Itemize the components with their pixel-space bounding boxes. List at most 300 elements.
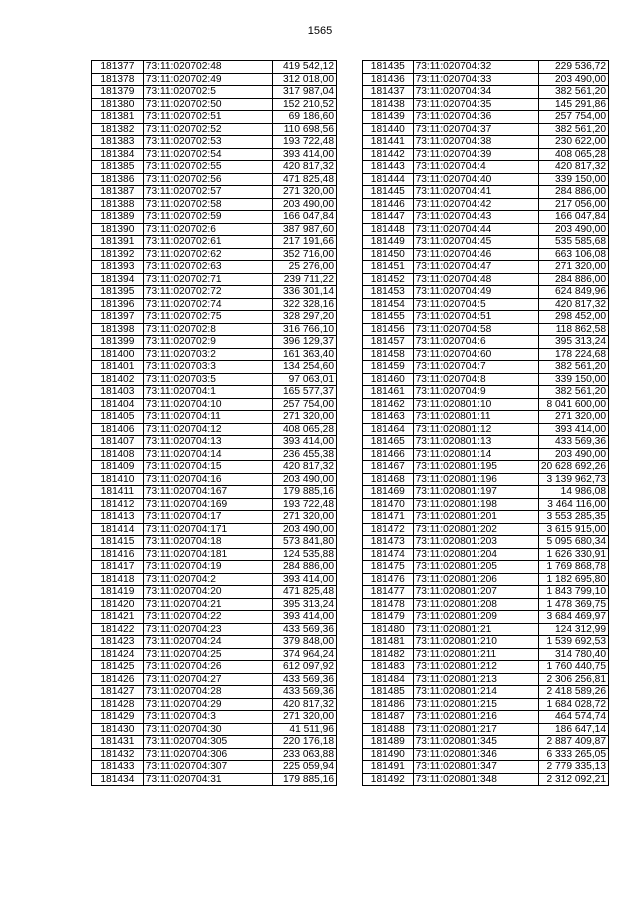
cadastral-value-cell: 433 569,36 — [273, 686, 337, 699]
cadastral-number-cell: 73:11:020801:11 — [413, 411, 538, 424]
cadastral-value-cell: 284 886,00 — [538, 186, 608, 199]
row-number-cell: 181463 — [363, 411, 414, 424]
cadastral-value-cell: 420 817,32 — [538, 161, 608, 174]
cadastral-value-cell: 271 320,00 — [538, 411, 608, 424]
cadastral-number-cell: 73:11:020801:204 — [413, 548, 538, 561]
row-number-cell: 181440 — [363, 123, 414, 136]
cadastral-number-cell: 73:11:020702:75 — [143, 311, 272, 324]
row-number-cell: 181445 — [363, 186, 414, 199]
cadastral-number-cell: 73:11:020704:30 — [143, 723, 272, 736]
table-row — [363, 598, 609, 611]
table-row — [92, 711, 337, 724]
cadastral-number-cell: 73:11:020704:171 — [143, 523, 272, 536]
cadastral-number-cell: 73:11:020801:348 — [413, 773, 538, 786]
cadastral-value-cell: 110 698,56 — [273, 123, 337, 136]
row-number-cell: 181438 — [363, 98, 414, 111]
cadastral-value-cell: 69 186,60 — [273, 111, 337, 124]
cadastral-number-cell: 73:11:020704:37 — [413, 123, 538, 136]
row-number-cell: 181478 — [363, 598, 414, 611]
table-row — [92, 273, 337, 286]
cadastral-value-cell: 152 210,52 — [273, 98, 337, 111]
cadastral-value-cell: 379 848,00 — [273, 636, 337, 649]
row-number-cell: 181473 — [363, 536, 414, 549]
table-row — [363, 523, 609, 536]
row-number-cell: 181488 — [363, 723, 414, 736]
cadastral-number-cell: 73:11:020704:181 — [143, 548, 272, 561]
cadastral-value-cell: 464 574,74 — [538, 711, 608, 724]
row-number-cell: 181457 — [363, 336, 414, 349]
table-row — [363, 286, 609, 299]
cadastral-number-cell: 73:11:020801:202 — [413, 523, 538, 536]
row-number-cell: 181426 — [92, 673, 144, 686]
cadastral-value-cell: 230 622,00 — [538, 136, 608, 149]
register-table-right-body — [363, 61, 609, 786]
row-number-cell: 181384 — [92, 148, 144, 161]
cadastral-number-cell: 73:11:020704:169 — [143, 498, 272, 511]
cadastral-number-cell: 73:11:020702:52 — [143, 123, 272, 136]
table-row — [363, 423, 609, 436]
cadastral-value-cell: 1 182 695,80 — [538, 573, 608, 586]
cadastral-value-cell: 3 684 469,97 — [538, 611, 608, 624]
cadastral-value-cell: 193 722,48 — [273, 498, 337, 511]
cadastral-number-cell: 73:11:020801:207 — [413, 586, 538, 599]
row-number-cell: 181487 — [363, 711, 414, 724]
table-row — [92, 373, 337, 386]
row-number-cell: 181455 — [363, 311, 414, 324]
row-number-cell: 181453 — [363, 286, 414, 299]
table-row — [92, 561, 337, 574]
cadastral-value-cell: 1 478 369,75 — [538, 598, 608, 611]
cadastral-value-cell: 3 615 915,00 — [538, 523, 608, 536]
cadastral-number-cell: 73:11:020704:28 — [143, 686, 272, 699]
cadastral-value-cell: 433 569,36 — [273, 623, 337, 636]
cadastral-number-cell: 73:11:020704:32 — [413, 61, 538, 74]
cadastral-value-cell: 1 684 028,72 — [538, 698, 608, 711]
table-row — [363, 486, 609, 499]
cadastral-number-cell: 73:11:020704:41 — [413, 186, 538, 199]
cadastral-value-cell: 471 825,48 — [273, 586, 337, 599]
row-number-cell: 181467 — [363, 461, 414, 474]
cadastral-value-cell: 396 129,37 — [273, 336, 337, 349]
page-number: 1565 — [307, 25, 333, 37]
table-row — [363, 648, 609, 661]
cadastral-number-cell: 73:11:020704:48 — [413, 273, 538, 286]
cadastral-number-cell: 73:11:020801:213 — [413, 673, 538, 686]
row-number-cell: 181465 — [363, 436, 414, 449]
cadastral-value-cell: 203 490,00 — [273, 523, 337, 536]
cadastral-number-cell: 73:11:020704:46 — [413, 248, 538, 261]
row-number-cell: 181420 — [92, 598, 144, 611]
cadastral-value-cell: 203 490,00 — [538, 448, 608, 461]
row-number-cell: 181399 — [92, 336, 144, 349]
register-table-left-body — [92, 61, 337, 786]
cadastral-number-cell: 73:11:020704:2 — [143, 573, 272, 586]
cadastral-value-cell: 1 539 692,53 — [538, 636, 608, 649]
cadastral-value-cell: 165 577,37 — [273, 386, 337, 399]
table-row — [92, 623, 337, 636]
cadastral-value-cell: 352 716,00 — [273, 248, 337, 261]
table-row — [92, 236, 337, 249]
cadastral-value-cell: 408 065,28 — [273, 423, 337, 436]
row-number-cell: 181481 — [363, 636, 414, 649]
row-number-cell: 181421 — [92, 611, 144, 624]
cadastral-number-cell: 73:11:020801:217 — [413, 723, 538, 736]
row-number-cell: 181451 — [363, 261, 414, 274]
cadastral-value-cell: 420 817,32 — [538, 298, 608, 311]
table-row — [92, 173, 337, 186]
row-number-cell: 181483 — [363, 661, 414, 674]
cadastral-value-cell: 433 569,36 — [538, 436, 608, 449]
cadastral-value-cell: 118 862,58 — [538, 323, 608, 336]
row-number-cell: 181391 — [92, 236, 144, 249]
row-number-cell: 181475 — [363, 561, 414, 574]
cadastral-number-cell: 73:11:020704:25 — [143, 648, 272, 661]
cadastral-value-cell: 2 887 409,87 — [538, 736, 608, 749]
cadastral-number-cell: 73:11:020702:5 — [143, 86, 272, 99]
cadastral-number-cell: 73:11:020702:74 — [143, 298, 272, 311]
cadastral-value-cell: 166 047,84 — [538, 211, 608, 224]
row-number-cell: 181427 — [92, 686, 144, 699]
cadastral-value-cell: 284 886,00 — [538, 273, 608, 286]
cadastral-number-cell: 73:11:020704:36 — [413, 111, 538, 124]
cadastral-value-cell: 316 766,10 — [273, 323, 337, 336]
cadastral-value-cell: 420 817,32 — [273, 461, 337, 474]
table-row — [92, 148, 337, 161]
table-row — [92, 111, 337, 124]
cadastral-value-cell: 382 561,20 — [538, 123, 608, 136]
row-number-cell: 181417 — [92, 561, 144, 574]
cadastral-value-cell: 2 306 256,81 — [538, 673, 608, 686]
cadastral-value-cell: 2 779 335,13 — [538, 761, 608, 774]
cadastral-number-cell: 73:11:020801:215 — [413, 698, 538, 711]
row-number-cell: 181381 — [92, 111, 144, 124]
table-row — [363, 748, 609, 761]
cadastral-value-cell: 382 561,20 — [538, 86, 608, 99]
table-row — [363, 86, 609, 99]
table-row — [363, 461, 609, 474]
cadastral-value-cell: 612 097,92 — [273, 661, 337, 674]
cadastral-value-cell: 374 964,24 — [273, 648, 337, 661]
row-number-cell: 181416 — [92, 548, 144, 561]
table-row — [92, 748, 337, 761]
row-number-cell: 181442 — [363, 148, 414, 161]
cadastral-number-cell: 73:11:020704:51 — [413, 311, 538, 324]
table-row — [92, 573, 337, 586]
table-row — [363, 573, 609, 586]
row-number-cell: 181390 — [92, 223, 144, 236]
row-number-cell: 181424 — [92, 648, 144, 661]
cadastral-number-cell: 73:11:020702:6 — [143, 223, 272, 236]
cadastral-number-cell: 73:11:020801:346 — [413, 748, 538, 761]
row-number-cell: 181452 — [363, 273, 414, 286]
row-number-cell: 181405 — [92, 411, 144, 424]
cadastral-value-cell: 166 047,84 — [273, 211, 337, 224]
row-number-cell: 181449 — [363, 236, 414, 249]
table-row — [92, 436, 337, 449]
cadastral-number-cell: 73:11:020801:347 — [413, 761, 538, 774]
cadastral-value-cell: 433 569,36 — [273, 673, 337, 686]
row-number-cell: 181470 — [363, 498, 414, 511]
table-row — [92, 123, 337, 136]
table-row — [92, 211, 337, 224]
table-row — [92, 536, 337, 549]
cadastral-number-cell: 73:11:020801:21 — [413, 623, 538, 636]
cadastral-number-cell: 73:11:020702:54 — [143, 148, 272, 161]
table-row — [92, 698, 337, 711]
row-number-cell: 181413 — [92, 511, 144, 524]
row-number-cell: 181422 — [92, 623, 144, 636]
cadastral-number-cell: 73:11:020703:2 — [143, 348, 272, 361]
cadastral-value-cell: 1 626 330,91 — [538, 548, 608, 561]
cadastral-number-cell: 73:11:020704:21 — [143, 598, 272, 611]
table-row — [363, 498, 609, 511]
table-row — [92, 448, 337, 461]
cadastral-value-cell: 145 291,86 — [538, 98, 608, 111]
cadastral-number-cell: 73:11:020704:24 — [143, 636, 272, 649]
cadastral-value-cell: 41 511,96 — [273, 723, 337, 736]
row-number-cell: 181407 — [92, 436, 144, 449]
row-number-cell: 181464 — [363, 423, 414, 436]
cadastral-number-cell: 73:11:020704:16 — [143, 473, 272, 486]
cadastral-value-cell: 193 722,48 — [273, 136, 337, 149]
table-row — [363, 298, 609, 311]
table-row — [92, 723, 337, 736]
cadastral-number-cell: 73:11:020704:17 — [143, 511, 272, 524]
cadastral-number-cell: 73:11:020702:61 — [143, 236, 272, 249]
cadastral-number-cell: 73:11:020704:31 — [143, 773, 272, 786]
table-row — [363, 148, 609, 161]
cadastral-value-cell: 336 301,14 — [273, 286, 337, 299]
cadastral-number-cell: 73:11:020704:23 — [143, 623, 272, 636]
cadastral-value-cell: 328 297,20 — [273, 311, 337, 324]
table-row — [363, 436, 609, 449]
cadastral-number-cell: 73:11:020801:203 — [413, 536, 538, 549]
cadastral-number-cell: 73:11:020704:9 — [413, 386, 538, 399]
table-row — [363, 161, 609, 174]
table-row — [92, 136, 337, 149]
table-row — [92, 361, 337, 374]
row-number-cell: 181476 — [363, 573, 414, 586]
cadastral-value-cell: 179 885,16 — [273, 773, 337, 786]
row-number-cell: 181450 — [363, 248, 414, 261]
table-row — [363, 323, 609, 336]
row-number-cell: 181380 — [92, 98, 144, 111]
cadastral-number-cell: 73:11:020801:212 — [413, 661, 538, 674]
table-row — [92, 661, 337, 674]
table-row — [92, 473, 337, 486]
cadastral-value-cell: 178 224,68 — [538, 348, 608, 361]
cadastral-value-cell: 339 150,00 — [538, 373, 608, 386]
cadastral-number-cell: 73:11:020704:20 — [143, 586, 272, 599]
row-number-cell: 181434 — [92, 773, 144, 786]
cadastral-value-cell: 203 490,00 — [538, 73, 608, 86]
table-row — [363, 261, 609, 274]
cadastral-number-cell: 73:11:020801:14 — [413, 448, 538, 461]
row-number-cell: 181431 — [92, 736, 144, 749]
cadastral-number-cell: 73:11:020704:35 — [413, 98, 538, 111]
cadastral-number-cell: 73:11:020704:1 — [143, 386, 272, 399]
cadastral-number-cell: 73:11:020702:50 — [143, 98, 272, 111]
row-number-cell: 181388 — [92, 198, 144, 211]
cadastral-value-cell: 393 414,00 — [273, 573, 337, 586]
table-row — [363, 548, 609, 561]
table-row — [92, 423, 337, 436]
cadastral-value-cell: 233 063,88 — [273, 748, 337, 761]
cadastral-value-cell: 229 536,72 — [538, 61, 608, 74]
row-number-cell: 181418 — [92, 573, 144, 586]
row-number-cell: 181385 — [92, 161, 144, 174]
row-number-cell: 181474 — [363, 548, 414, 561]
cadastral-number-cell: 73:11:020801:211 — [413, 648, 538, 661]
row-number-cell: 181406 — [92, 423, 144, 436]
cadastral-value-cell: 395 313,24 — [538, 336, 608, 349]
table-row — [92, 411, 337, 424]
cadastral-value-cell: 408 065,28 — [538, 148, 608, 161]
row-number-cell: 181461 — [363, 386, 414, 399]
cadastral-value-cell: 3 464 116,00 — [538, 498, 608, 511]
cadastral-value-cell: 217 056,00 — [538, 198, 608, 211]
cadastral-value-cell: 186 647,14 — [538, 723, 608, 736]
table-row — [363, 561, 609, 574]
row-number-cell: 181459 — [363, 361, 414, 374]
table-row — [363, 61, 609, 74]
table-row — [363, 611, 609, 624]
cadastral-number-cell: 73:11:020801:10 — [413, 398, 538, 411]
cadastral-number-cell: 73:11:020704:3 — [143, 711, 272, 724]
cadastral-number-cell: 73:11:020801:209 — [413, 611, 538, 624]
cadastral-number-cell: 73:11:020702:63 — [143, 261, 272, 274]
cadastral-number-cell: 73:11:020801:206 — [413, 573, 538, 586]
table-row — [363, 236, 609, 249]
table-row — [363, 73, 609, 86]
cadastral-number-cell: 73:11:020704:49 — [413, 286, 538, 299]
cadastral-number-cell: 73:11:020704:6 — [413, 336, 538, 349]
cadastral-number-cell: 73:11:020704:38 — [413, 136, 538, 149]
cadastral-number-cell: 73:11:020703:5 — [143, 373, 272, 386]
table-row — [363, 98, 609, 111]
cadastral-value-cell: 14 986,08 — [538, 486, 608, 499]
table-row — [363, 198, 609, 211]
cadastral-value-cell: 2 418 589,26 — [538, 686, 608, 699]
register-table-right — [362, 60, 609, 786]
table-row — [92, 223, 337, 236]
cadastral-value-cell: 134 254,60 — [273, 361, 337, 374]
row-number-cell: 181479 — [363, 611, 414, 624]
row-number-cell: 181447 — [363, 211, 414, 224]
cadastral-value-cell: 236 455,38 — [273, 448, 337, 461]
cadastral-number-cell: 73:11:020704:45 — [413, 236, 538, 249]
table-row — [92, 311, 337, 324]
table-row — [363, 123, 609, 136]
cadastral-number-cell: 73:11:020704:60 — [413, 348, 538, 361]
cadastral-number-cell: 73:11:020704:4 — [413, 161, 538, 174]
cadastral-number-cell: 73:11:020704:306 — [143, 748, 272, 761]
cadastral-number-cell: 73:11:020704:167 — [143, 486, 272, 499]
table-row — [92, 298, 337, 311]
cadastral-number-cell: 73:11:020704:305 — [143, 736, 272, 749]
cadastral-value-cell: 317 987,04 — [273, 86, 337, 99]
row-number-cell: 181492 — [363, 773, 414, 786]
row-number-cell: 181402 — [92, 373, 144, 386]
cadastral-value-cell: 271 320,00 — [273, 411, 337, 424]
row-number-cell: 181443 — [363, 161, 414, 174]
row-number-cell: 181400 — [92, 348, 144, 361]
row-number-cell: 181477 — [363, 586, 414, 599]
table-row — [92, 286, 337, 299]
table-row — [92, 61, 337, 74]
cadastral-value-cell: 339 150,00 — [538, 173, 608, 186]
table-row — [363, 586, 609, 599]
cadastral-number-cell: 73:11:020704:307 — [143, 761, 272, 774]
row-number-cell: 181382 — [92, 123, 144, 136]
row-number-cell: 181430 — [92, 723, 144, 736]
cadastral-value-cell: 382 561,20 — [538, 386, 608, 399]
cadastral-number-cell: 73:11:020704:13 — [143, 436, 272, 449]
cadastral-number-cell: 73:11:020702:59 — [143, 211, 272, 224]
cadastral-number-cell: 73:11:020702:72 — [143, 286, 272, 299]
cadastral-value-cell: 420 817,32 — [273, 698, 337, 711]
cadastral-number-cell: 73:11:020704:34 — [413, 86, 538, 99]
row-number-cell: 181403 — [92, 386, 144, 399]
cadastral-number-cell: 73:11:020801:216 — [413, 711, 538, 724]
table-row — [92, 461, 337, 474]
row-number-cell: 181393 — [92, 261, 144, 274]
table-row — [363, 411, 609, 424]
table-row — [92, 73, 337, 86]
table-row — [363, 361, 609, 374]
cadastral-value-cell: 1 760 440,75 — [538, 661, 608, 674]
cadastral-value-cell: 395 313,24 — [273, 598, 337, 611]
cadastral-number-cell: 73:11:020702:62 — [143, 248, 272, 261]
cadastral-value-cell: 257 754,00 — [538, 111, 608, 124]
row-number-cell: 181394 — [92, 273, 144, 286]
cadastral-value-cell: 393 414,00 — [273, 611, 337, 624]
cadastral-number-cell: 73:11:020702:49 — [143, 73, 272, 86]
row-number-cell: 181387 — [92, 186, 144, 199]
row-number-cell: 181482 — [363, 648, 414, 661]
cadastral-value-cell: 161 363,40 — [273, 348, 337, 361]
row-number-cell: 181383 — [92, 136, 144, 149]
table-row — [363, 111, 609, 124]
cadastral-value-cell: 124 312,99 — [538, 623, 608, 636]
table-row — [363, 448, 609, 461]
table-row — [92, 548, 337, 561]
table-row — [92, 348, 337, 361]
row-number-cell: 181432 — [92, 748, 144, 761]
cadastral-value-cell: 312 018,00 — [273, 73, 337, 86]
cadastral-value-cell: 179 885,16 — [273, 486, 337, 499]
table-row — [92, 161, 337, 174]
row-number-cell: 181392 — [92, 248, 144, 261]
table-row — [363, 661, 609, 674]
table-row — [363, 673, 609, 686]
row-number-cell: 181491 — [363, 761, 414, 774]
row-number-cell: 181423 — [92, 636, 144, 649]
cadastral-number-cell: 73:11:020702:55 — [143, 161, 272, 174]
table-row — [92, 523, 337, 536]
row-number-cell: 181404 — [92, 398, 144, 411]
table-row — [92, 498, 337, 511]
row-number-cell: 181425 — [92, 661, 144, 674]
table-row — [92, 686, 337, 699]
row-number-cell: 181490 — [363, 748, 414, 761]
row-number-cell: 181410 — [92, 473, 144, 486]
table-row — [363, 711, 609, 724]
table-row — [363, 636, 609, 649]
cadastral-number-cell: 73:11:020704:8 — [413, 373, 538, 386]
table-row — [92, 198, 337, 211]
cadastral-number-cell: 73:11:020704:19 — [143, 561, 272, 574]
